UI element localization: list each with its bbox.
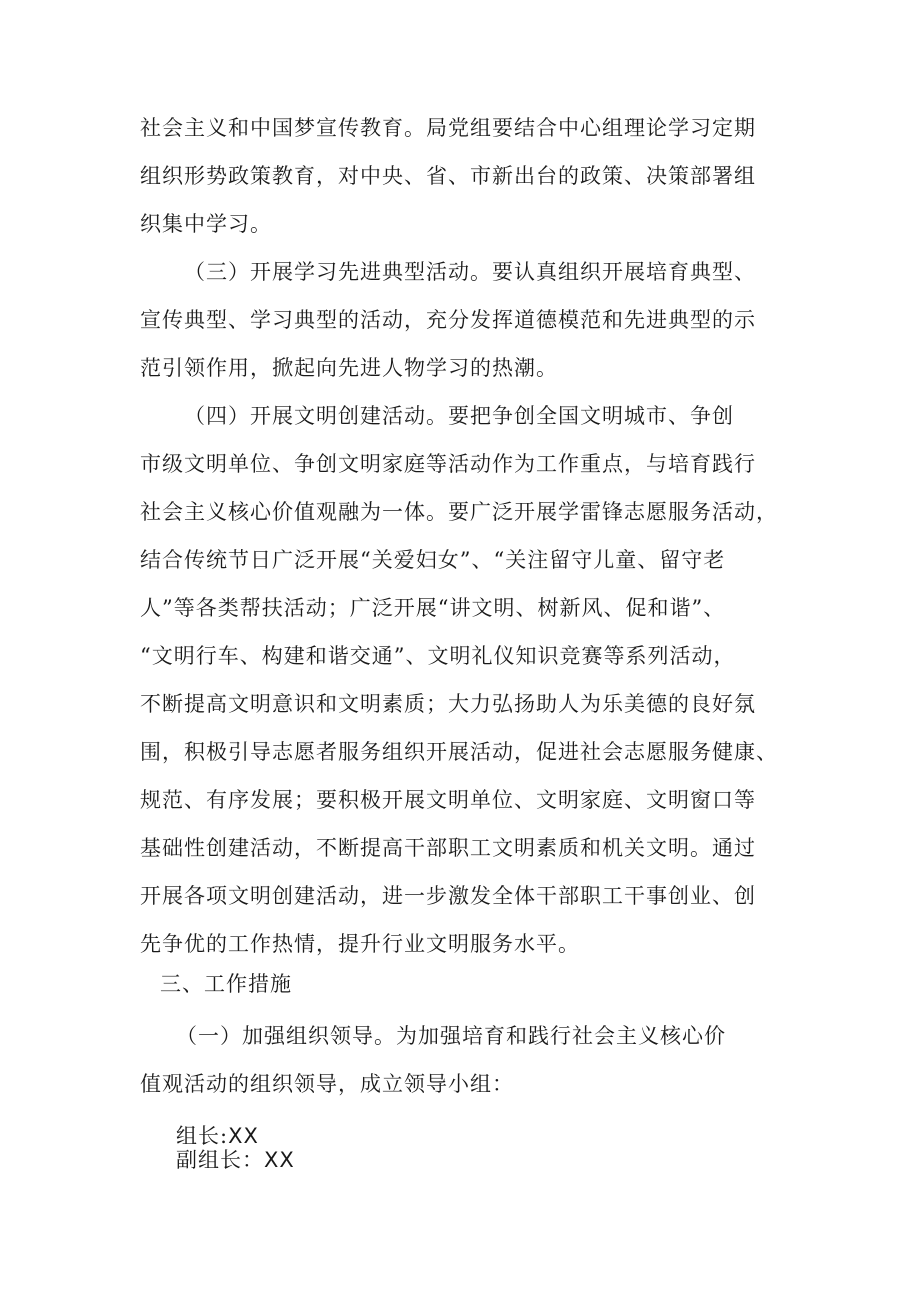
- text-line: 宣传典型、学习典型的活动，充分发挥道德模范和先进典型的示: [140, 308, 756, 332]
- text-line: 社会主义核心价值观融为一体。要广泛开展学雷锋志愿服务活动，: [140, 500, 778, 524]
- section-heading: 三、工作措施: [160, 972, 292, 996]
- text-line: （四）开展文明创建活动。要把争创全国文明城市、争创: [184, 404, 734, 428]
- deputy-leader-line: [140, 1136, 800, 1184]
- text-line: 人”等各类帮扶活动；广泛开展“讲文明、树新风、促和谐”、: [140, 596, 726, 620]
- text-line: 市级文明单位、争创文明家庭等活动作为工作重点，与培育践行: [140, 452, 756, 476]
- section-heading-block: [140, 960, 800, 1008]
- text-line: 值观活动的组织领导，成立领导小组：: [140, 1072, 514, 1096]
- text-line: 织集中学习。: [140, 212, 272, 236]
- leader-name: XX: [228, 1124, 259, 1148]
- text-line: “文明行车、构建和谐交通”、文明礼仪知识竞赛等系列活动，: [140, 644, 736, 668]
- leader-role: 组长:: [176, 1124, 229, 1148]
- paragraph-civilization-activities: [140, 392, 800, 968]
- text-line: （一）加强组织领导。为加强培育和践行社会主义核心价: [176, 1024, 726, 1048]
- text-line: 不断提高文明意识和文明素质；大力弘扬助人为乐美德的良好氛: [140, 692, 756, 716]
- paragraph-continuation: [140, 104, 800, 248]
- text-line: 结合传统节日广泛开展“关爱妇女”、“关注留守儿童、留守老: [140, 548, 726, 572]
- text-line: 基础性创建活动，不断提高干部职工文明素质和机关文明。通过: [140, 836, 756, 860]
- text-line: 围，积极引导志愿者服务组织开展活动，促进社会志愿服务健康、: [140, 740, 778, 764]
- text-line: 社会主义和中国梦宣传教育。局党组要结合中心组理论学习定期: [140, 116, 756, 140]
- deputy-leader-row: [140, 1136, 800, 1184]
- text-line: 范引领作用，掀起向先进人物学习的热潮。: [140, 356, 558, 380]
- deputy-leader-role: 副组长：: [176, 1148, 264, 1172]
- deputy-leader-name: XX: [264, 1148, 295, 1172]
- text-line: 规范、有序发展；要积极开展文明单位、文明家庭、文明窗口等: [140, 788, 756, 812]
- text-line: 开展各项文明创建活动，进一步激发全体干部职工干事创业、创: [140, 884, 756, 908]
- paragraph-typical-models: [140, 248, 800, 392]
- text-line: （三）开展学习先进典型活动。要认真组织开展培育典型、: [184, 260, 756, 284]
- text-line: 组织形势政策教育，对中央、省、市新出台的政策、决策部署组: [140, 164, 756, 188]
- paragraph-organization-leadership: [140, 1012, 800, 1108]
- text-line: 先争优的工作热情，提升行业文明服务水平。: [140, 932, 580, 956]
